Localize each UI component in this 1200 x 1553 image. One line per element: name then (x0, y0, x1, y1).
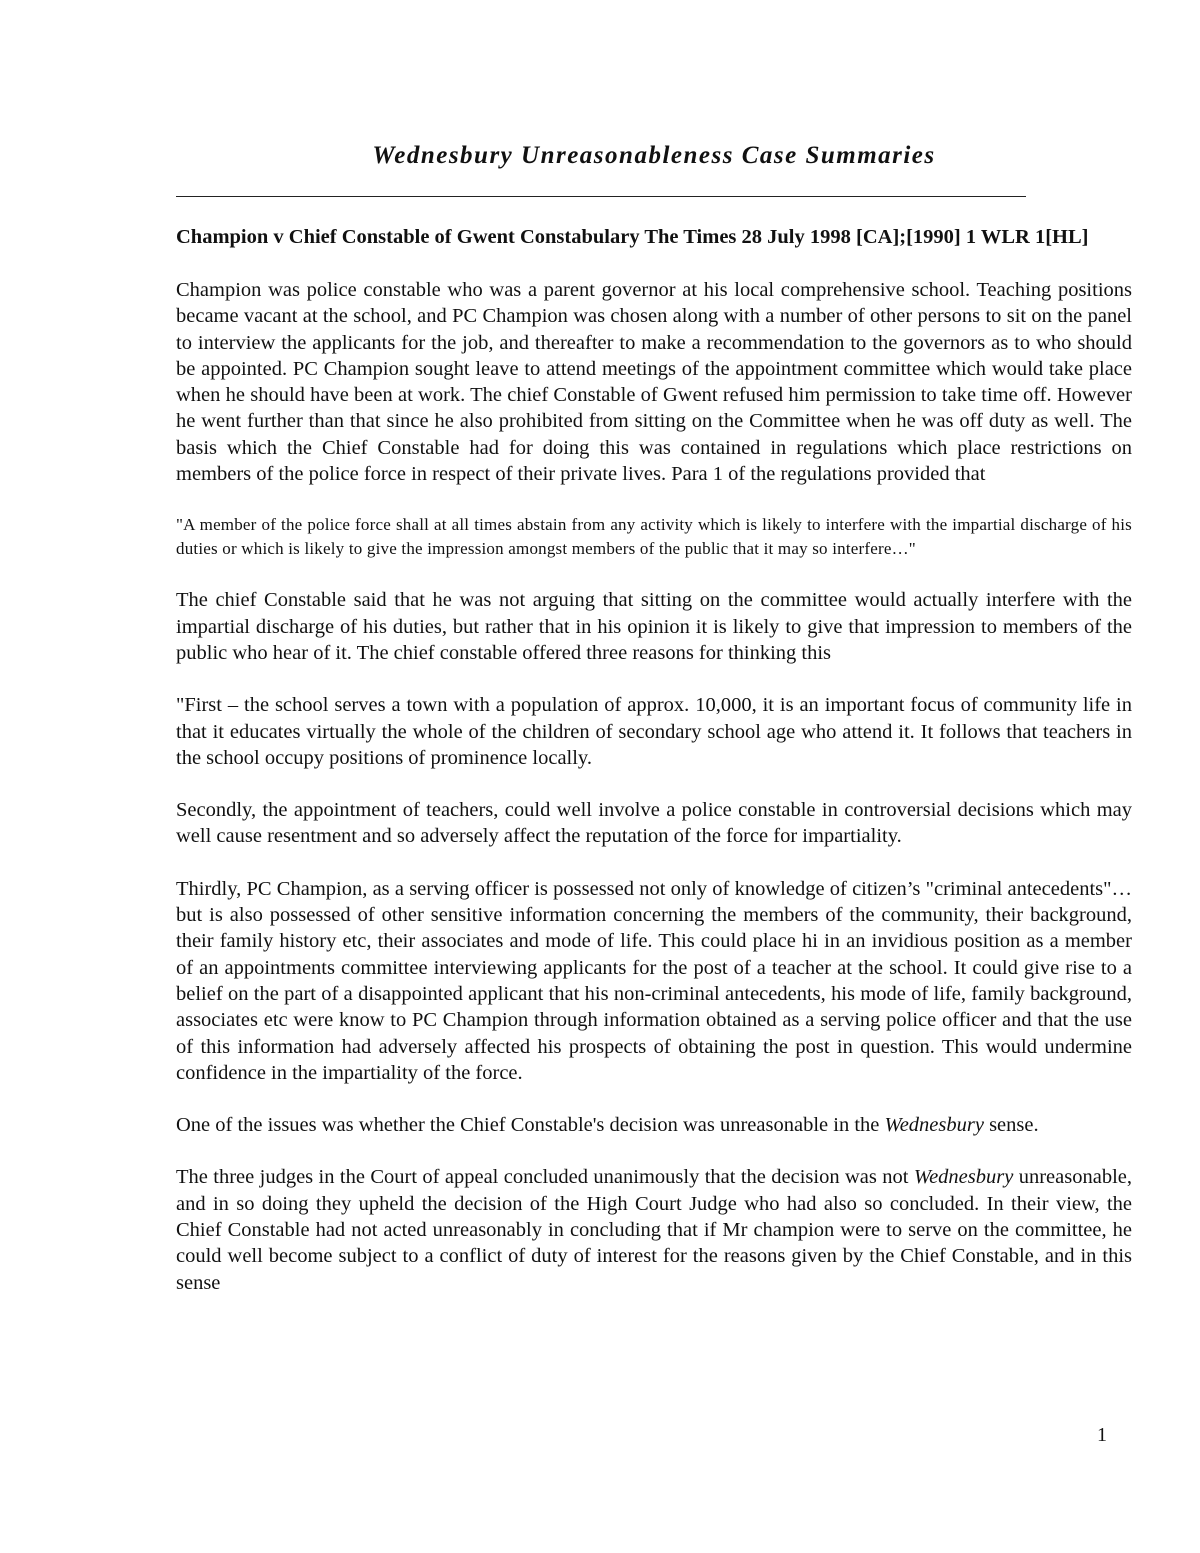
paragraph-chief-constable-view: The chief Constable said that he was not arguing that sitting on the committee would actually interfere with the impartial discharge of his duties, but rather that in his opinion it is likely to give that impression to members of the public who hear of it. The chief constable offered three reasons for thinking this (176, 589, 1132, 664)
issue-emphasis: Wednesbury (884, 1114, 984, 1137)
conclusion-text-before: The three judges in the Court of appeal concluded unanimously that the decision was not (176, 1166, 914, 1189)
issue-text-before: One of the issues was whether the Chief Constable's decision was unreasonable in the (176, 1114, 885, 1137)
case-heading: Champion v Chief Constable of Gwent Constabulary The Times 28 July 1998 [CA];[1990] 1 WLR 1[HL] (176, 226, 1089, 248)
paragraph-issue (176, 1112, 1132, 1138)
paragraph-reason-third: Thirdly, PC Champion, as a serving officer is possessed not only of knowledge of citizen’s "criminal antecedents"…but is also possessed of other sensitive information concerning the members of the community, their background, their family history etc, their associates and mode of life. This could place hi in an invidious position as a member of an appointments committee interviewing applicants for the post of a teacher at the school. It could give rise to a belief on the part of a disappointed applicant that his non-criminal antecedents, his mode of life, family background, associates etc were know to PC Champion through information obtained as a serving police officer and that the use of this information had adversely affected his prospects of obtaining the post in question. This would undermine confidence in the impartiality of the force. (176, 877, 1132, 1084)
paragraph-reason-first: "First – the school serves a town with a population of approx. 10,000, it is an important focus of community life in that it educates virtually the whole of the children of secondary school age who attend it. It follows that teachers in the school occupy positions of prominence locally. (176, 694, 1132, 769)
conclusion-emphasis: Wednesbury (913, 1166, 1014, 1189)
page-number: 1 (1097, 1424, 1107, 1446)
paragraph-facts: Champion was police constable who was a parent governor at his local comprehensive school. Teaching positions became vacant at the school, and PC Champion was chosen along with a number of other persons to sit on the panel to interview the applicants for the job, and thereafter to make a recommendation to the governors as to who should be appointed. PC Champion sought leave to attend meetings of the appointment committee which would take place when he should have been at work. The chief Constable of Gwent refused him permission to take time off. However he went further than that since he also prohibited from sitting on the Committee when he was off duty as well. The basis which the Chief Constable had for doing this was contained in regulations which place restrictions on members of the police force in respect of their private lives. Para 1 of the regulations provided that (176, 279, 1132, 486)
title-divider (176, 196, 1026, 197)
conclusion-text-after: unreasonable, and in so doing they upheld the decision of the High Court Judge who had also so concluded. In their view, the Chief Constable had not acted unreasonably in concluding that if Mr champion were to serve on the committee, he could well become subject to a conflict of duty of interest for the reasons given by the Chief Constable, and in this sense (176, 1166, 1132, 1294)
paragraph-conclusion (176, 1164, 1132, 1295)
paragraph-reason-second: Secondly, the appointment of teachers, could well involve a police constable in controversial decisions which may well cause resentment and so adversely affect the reputation of the force for impartiality. (176, 799, 1132, 848)
issue-text-after: sense. (983, 1114, 1039, 1137)
regulation-quote: "A member of the police force shall at all times abstain from any activity which is likely to interfere with the impartial discharge of his duties or which is likely to give the impression amongst members of the public that it may so interfere…" (176, 515, 1132, 559)
document-title: Wednesbury Unreasonableness Case Summaries (372, 142, 936, 169)
document-body (176, 224, 1132, 1322)
